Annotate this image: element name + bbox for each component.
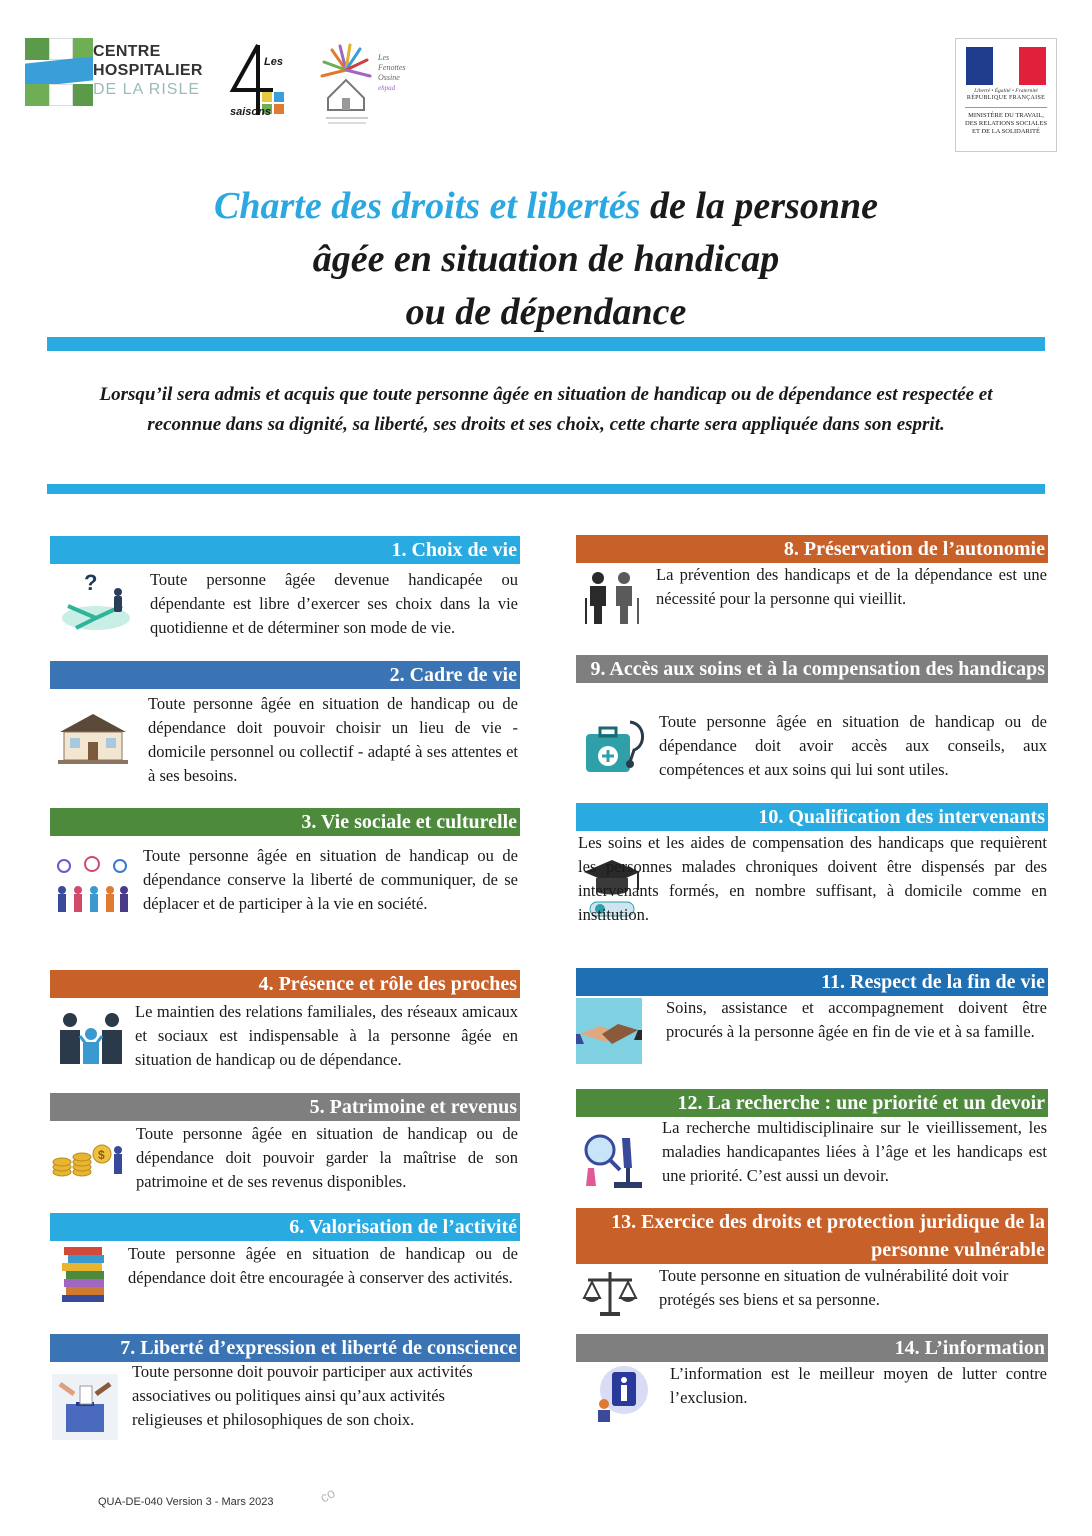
section-8-header: 8. Préservation de l’autonomie	[576, 535, 1048, 563]
section-10-header: 10. Qualification des intervenants	[576, 803, 1048, 831]
section-2-text: Toute personne âgée en situation de handicap ou de dépendance doit pouvoir choisir un lieu de vie - domicile personnel ou collectif - adapté à ses attentes et à ses besoins.	[148, 694, 518, 785]
rf-ministry: MINISTÈRE DU TRAVAIL, DES RELATIONS SOCIALES ET DE LA SOLIDARITÉ	[965, 112, 1047, 135]
section-3-text: Toute personne âgée en situation de handicap ou de dépendance conserve la liberté de communiquer, de se déplacer et de participer à la vie en société.	[143, 846, 518, 913]
section-13-text: Toute personne en situation de vulnérabilité doit voir protégés ses biens et sa personne.	[659, 1266, 1009, 1309]
section-7-text: Toute personne doit pouvoir participer aux activités associatives ou politiques ainsi qu’aux activités religieuses et philosophiques de son choix.	[132, 1362, 473, 1429]
microscope-icon	[580, 1128, 646, 1199]
republique-francaise-logo	[955, 38, 1057, 152]
ch-line3: DE LA RISLE	[93, 81, 201, 98]
section-1-text: Toute personne âgée devenue handicapée ou dépendante est libre d’exercer ses choix dans la vie quotidienne et de déterminer son mode de vie.	[150, 570, 518, 637]
house-icon	[56, 710, 130, 769]
divider-top	[47, 337, 1045, 351]
section-12-text: La recherche multidisciplinaire sur le vieillissement, les maladies handicapantes liées à l’âge et les handicaps est une priorité. C’est aussi un devoir.	[662, 1118, 1047, 1185]
svg-text:Ossine: Ossine	[378, 73, 400, 82]
svg-text:Les: Les	[378, 53, 390, 62]
document-reference: QUA-DE-040 Version 3 - Mars 2023	[98, 1496, 274, 1508]
title-line3: ou de dépendance	[405, 291, 687, 333]
title-line2: âgée en situation de handicap	[312, 238, 780, 280]
four-seasons-top: Les	[264, 56, 283, 68]
section-10-text	[578, 831, 1047, 927]
section-5-text: Toute personne âgée en situation de handicap ou de dépendance doit pouvoir garder la maîtrise de son patrimoine et de ses revenus disponibles.	[136, 1124, 518, 1191]
section-10-text-content: Les soins et les aides de compensation des handicaps que requièrent les personnes malades chroniques doivent être dispensés par des intervenants formés, en nombre suffisant, à domicile comme en institution.	[578, 833, 1047, 924]
elderly-couple-icon	[582, 568, 642, 633]
ch-line1: CENTRE	[93, 43, 161, 60]
community-icon	[52, 856, 132, 927]
section-11-header: 11. Respect de la fin de vie	[576, 968, 1048, 996]
handshake-icon	[576, 998, 642, 1069]
medical-kit-icon	[582, 716, 648, 781]
ch-line2: HOSPITALIER	[93, 62, 203, 79]
ballot-icon	[52, 1374, 118, 1445]
intro-text: Lorsqu’il sera admis et acquis que toute personne âgée en situation de handicap ou de dépendance est respectée et reconnue dans sa dignité, sa liberté, ses droits et ses choix, cette charte sera appliquée dans son esprit.	[99, 384, 993, 435]
rf-name: RÉPUBLIQUE FRANÇAISE	[966, 95, 1046, 101]
section-7-header: 7. Liberté d’expression et liberté de conscience	[50, 1334, 520, 1362]
divider-bottom	[47, 484, 1045, 494]
svg-text:Fenottes: Fenottes	[378, 63, 406, 72]
section-5-header: 5. Patrimoine et revenus	[50, 1093, 520, 1121]
ehpad-logo	[312, 40, 424, 130]
title-part1: de la personne	[640, 185, 878, 227]
crossroads-icon	[56, 568, 136, 639]
french-flag-icon	[966, 47, 1046, 85]
books-icon	[60, 1243, 110, 1308]
four-seasons-bottom: saisons	[230, 106, 271, 118]
section-9-header: 9. Accès aux soins et à la compensation des handicaps	[576, 655, 1048, 683]
four-seasons-logo	[228, 40, 288, 120]
section-14-header: 14. L’information	[576, 1334, 1048, 1362]
section-6-text: Toute personne âgée en situation de handicap ou de dépendance doit être encouragée à conserver des activités.	[128, 1244, 518, 1287]
section-6-header: 6. Valorisation de l’activité	[50, 1213, 520, 1241]
section-14-text: L’information est le meilleur moyen de lutter contre l’exclusion.	[670, 1364, 1047, 1407]
page-title	[60, 180, 1032, 339]
section-12-header: 12. La recherche : une priorité et un devoir	[576, 1089, 1048, 1117]
info-icon	[590, 1362, 652, 1429]
section-9-text: Toute personne âgée en situation de handicap ou de dépendance doit avoir accès aux conseils, aux compétences et aux soins qui lui sont utiles.	[659, 712, 1047, 779]
family-icon	[56, 1008, 126, 1073]
svg-text:ehpad: ehpad	[378, 84, 396, 92]
svg-text:?: ?	[84, 570, 98, 595]
svg-text:$: $	[98, 1148, 105, 1162]
section-4-text: Le maintien des relations familiales, des réseaux amicaux et sociaux est indispensable à la personne âgée en situation de handicap ou de dépendance.	[135, 1002, 518, 1069]
section-13-header: 13. Exercice des droits et protection juridique de la personne vulnérable	[576, 1208, 1048, 1264]
title-blue-part: Charte des droits et libertés	[214, 185, 641, 227]
scales-icon	[582, 1268, 638, 1323]
rf-motto: Liberté • Égalité • Fraternité	[974, 88, 1038, 94]
section-1-header: 1. Choix de vie	[50, 536, 520, 564]
section-4-header: 4. Présence et rôle des proches	[50, 970, 520, 998]
section-3-header: 3. Vie sociale et culturelle	[50, 808, 520, 836]
section-8-text: La prévention des handicaps et de la dépendance est une nécessité pour la personne qui vieillit.	[656, 565, 1047, 608]
centre-hospitalier-logo	[25, 38, 235, 108]
coins-icon	[50, 1140, 128, 1185]
footer-mark: co	[316, 1484, 338, 1506]
section-2-header: 2. Cadre de vie	[50, 661, 520, 689]
section-11-text: Soins, assistance et accompagnement doivent être procurés à la personne âgée en fin de vie et à sa famille.	[666, 998, 1047, 1041]
